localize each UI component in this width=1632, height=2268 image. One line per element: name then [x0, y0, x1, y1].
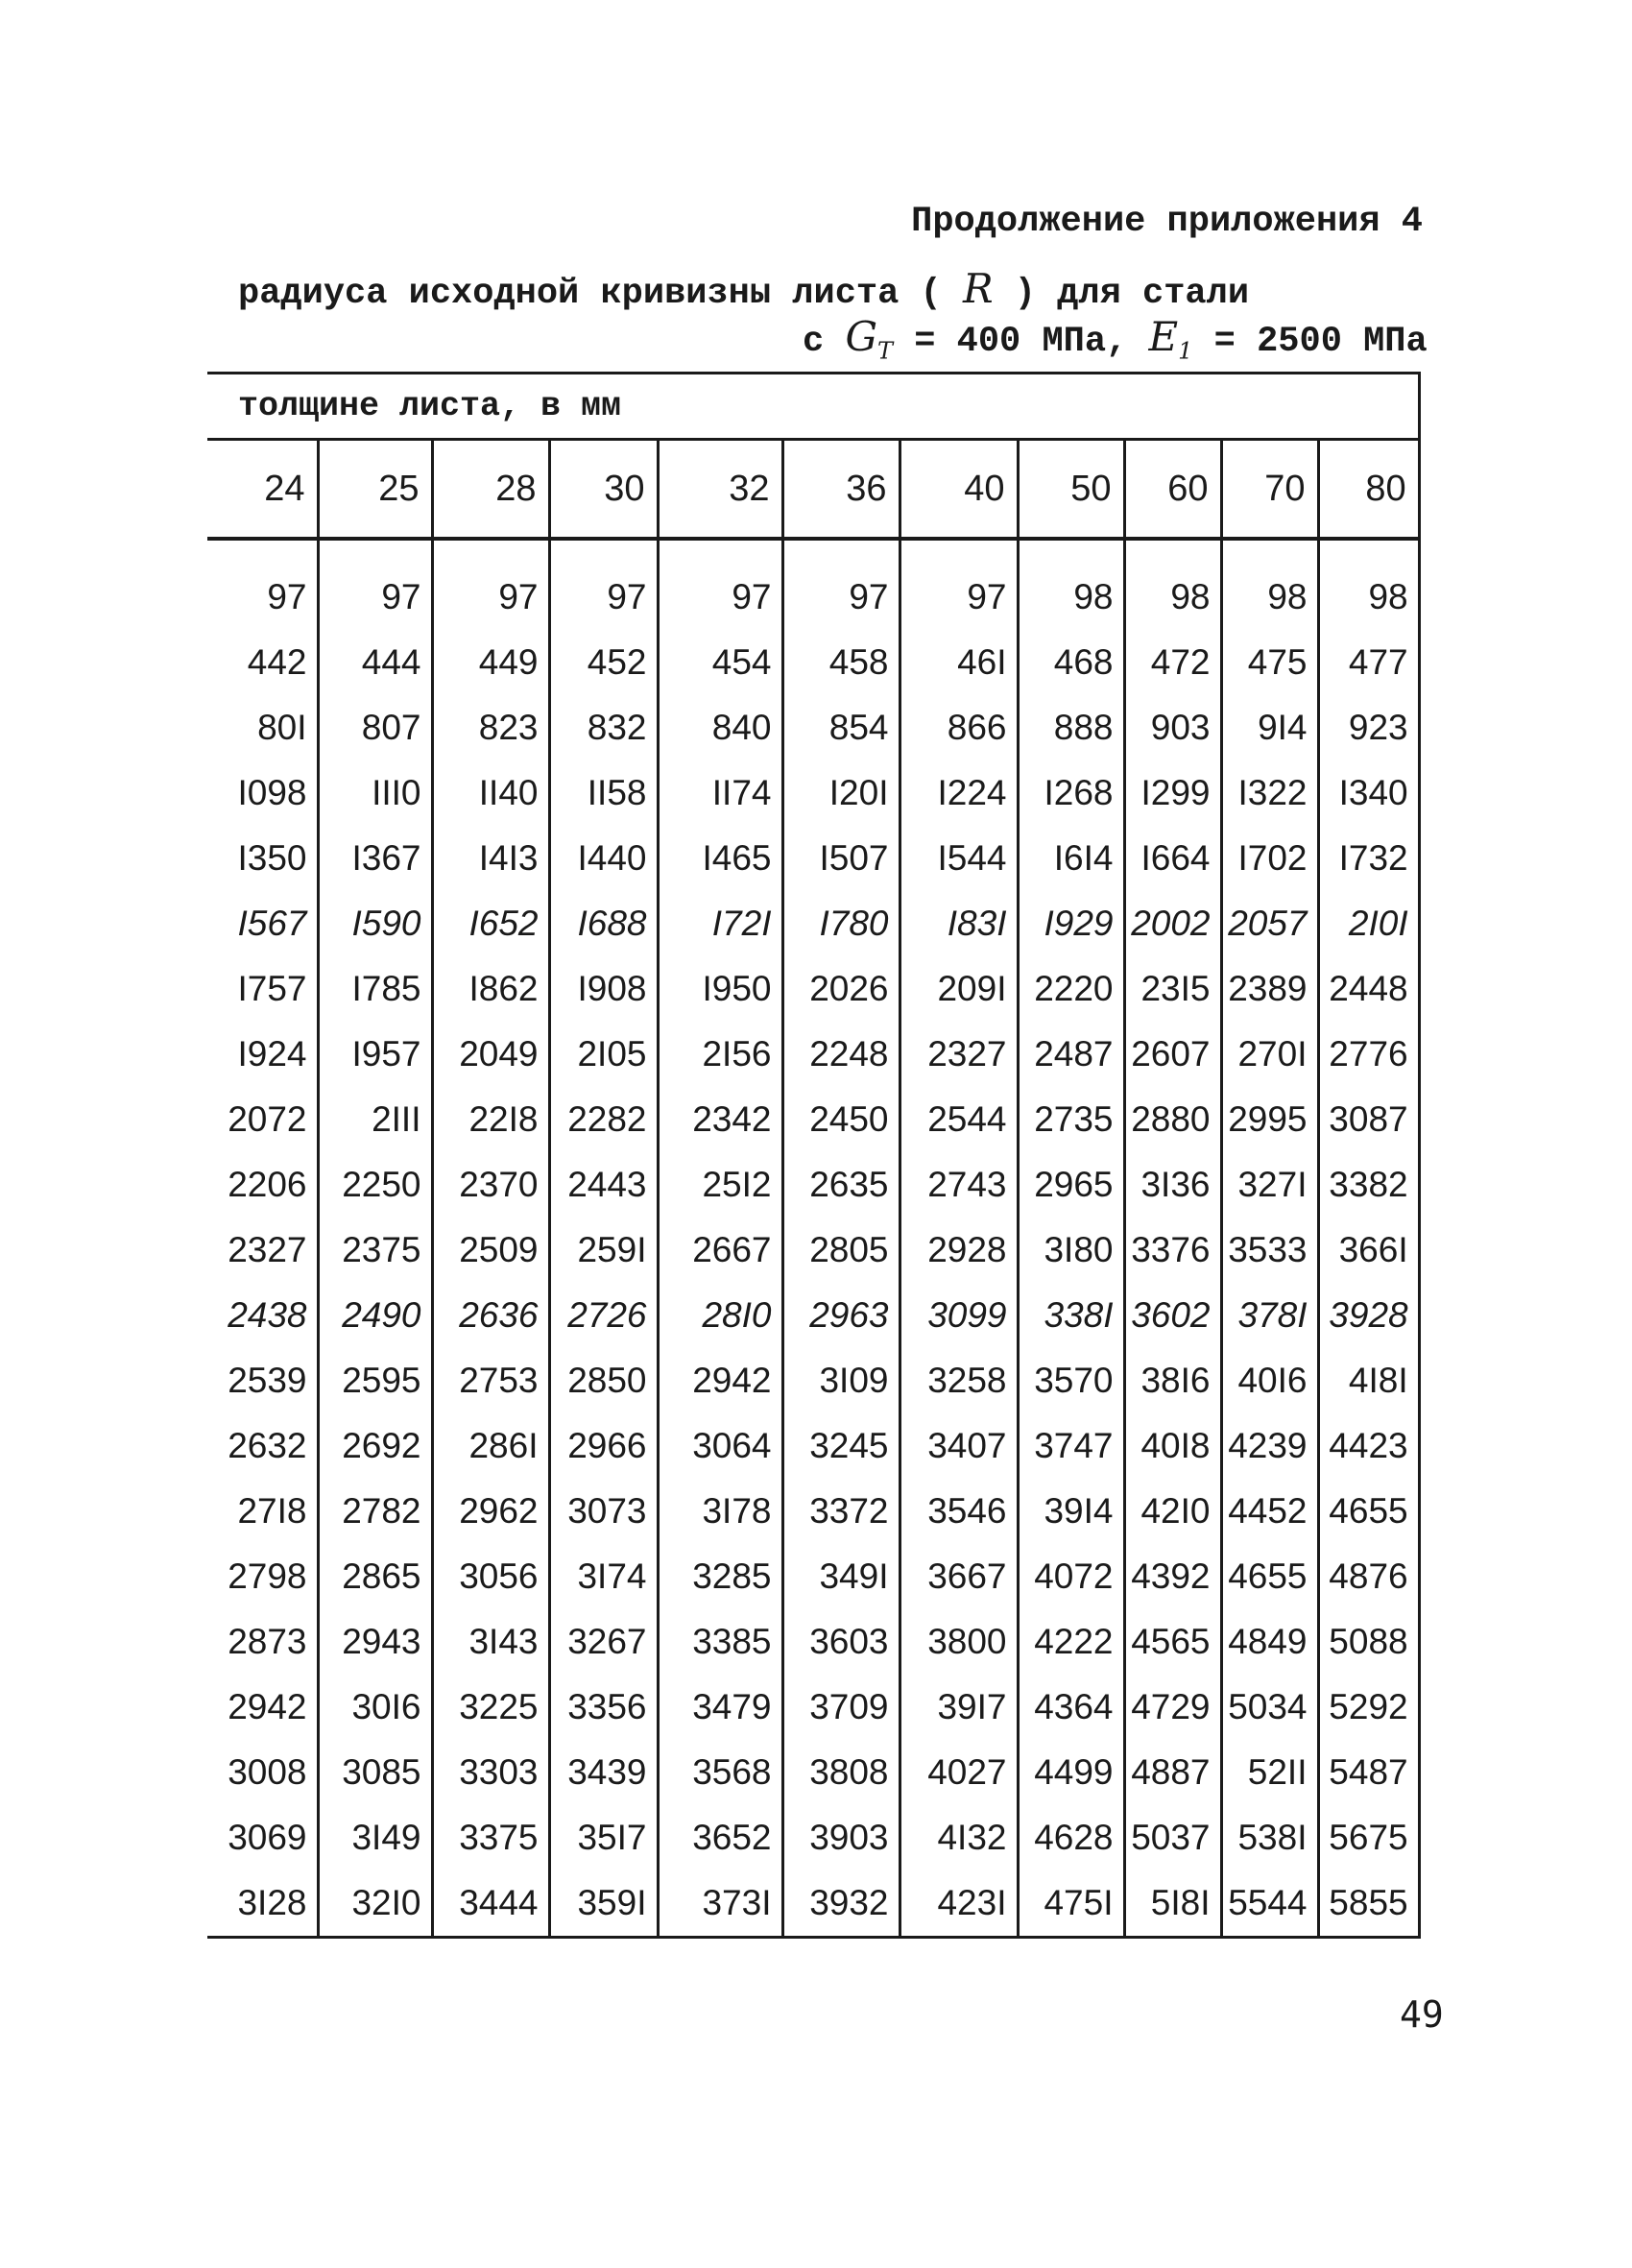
table-cell: 3928: [1318, 1283, 1419, 1348]
table-cell: 2I05: [549, 1022, 658, 1087]
table-cell: I350: [207, 826, 318, 891]
table-cell: 3652: [658, 1805, 782, 1870]
table-cell: I224: [900, 760, 1018, 826]
table-cell: I340: [1318, 760, 1419, 826]
table-cell: II40: [432, 760, 549, 826]
table-cell: 97: [207, 539, 318, 630]
table-row: [207, 1348, 1419, 1413]
table-cell: 28I0: [658, 1283, 782, 1348]
table-cell: 3064: [658, 1413, 782, 1479]
caption-row: [207, 374, 1419, 440]
table-cell: 5855: [1318, 1870, 1419, 1938]
table-row: [207, 1152, 1419, 1218]
table-cell: 3I43: [432, 1609, 549, 1675]
table-cell: 2850: [549, 1348, 658, 1413]
table-cell: 38I6: [1124, 1348, 1221, 1413]
table-row: [207, 630, 1419, 695]
table-cell: 3444: [432, 1870, 549, 1938]
table-cell: 823: [432, 695, 549, 760]
table-cell: 2509: [432, 1218, 549, 1283]
table-cell: 373I: [658, 1870, 782, 1938]
table-row: [207, 1087, 1419, 1152]
table-cell: 3603: [782, 1609, 900, 1675]
table-cell: 3I36: [1124, 1152, 1221, 1218]
table-cell: 2743: [900, 1152, 1018, 1218]
table-cell: 4499: [1018, 1740, 1124, 1805]
table-cell: 3375: [432, 1805, 549, 1870]
table-cell: 444: [318, 630, 432, 695]
table-cell: 3667: [900, 1544, 1018, 1609]
table-cell: I567: [207, 891, 318, 956]
table-cell: 97: [782, 539, 900, 630]
table-cell: 538I: [1221, 1805, 1318, 1870]
table-row: [207, 1218, 1419, 1283]
table-cell: 4876: [1318, 1544, 1419, 1609]
table-cell: 4423: [1318, 1413, 1419, 1479]
table-cell: I957: [318, 1022, 432, 1087]
table-cell: 2928: [900, 1218, 1018, 1283]
column-header: 80: [1318, 440, 1419, 540]
table-row: [207, 1609, 1419, 1675]
table-cell: 4729: [1124, 1675, 1221, 1740]
table-cell: 97: [318, 539, 432, 630]
table-cell: 366I: [1318, 1218, 1419, 1283]
modulus-subscript: 1: [1178, 337, 1193, 365]
table-cell: 98: [1221, 539, 1318, 630]
table-cell: 2965: [1018, 1152, 1124, 1218]
sigma-symbol: G: [845, 313, 877, 360]
table-cell: 9I4: [1221, 695, 1318, 760]
column-header: 28: [432, 440, 549, 540]
table-cell: 4392: [1124, 1544, 1221, 1609]
table-cell: I367: [318, 826, 432, 891]
table-cell: 2753: [432, 1348, 549, 1413]
table-cell: 3056: [432, 1544, 549, 1609]
table-cell: 2220: [1018, 956, 1124, 1022]
table-cell: 3747: [1018, 1413, 1124, 1479]
table-cell: 458: [782, 630, 900, 695]
table-cell: 286I: [432, 1413, 549, 1479]
table-cell: 2III: [318, 1087, 432, 1152]
table-cell: 2805: [782, 1218, 900, 1283]
title-text-start: радиуса исходной кривизны листа (: [238, 274, 942, 314]
table-cell: I590: [318, 891, 432, 956]
table-cell: 2942: [207, 1675, 318, 1740]
table-cell: I6I4: [1018, 826, 1124, 891]
table-cell: 888: [1018, 695, 1124, 760]
table-row: [207, 1544, 1419, 1609]
table-cell: 5088: [1318, 1609, 1419, 1675]
table-row: [207, 891, 1419, 956]
table-cell: 2002: [1124, 891, 1221, 956]
table-cell: 97: [900, 539, 1018, 630]
table-cell: 2632: [207, 1413, 318, 1479]
table-cell: 2798: [207, 1544, 318, 1609]
table-row: [207, 826, 1419, 891]
table-cell: 2443: [549, 1152, 658, 1218]
table-cell: 3372: [782, 1479, 900, 1544]
table-cell: I785: [318, 956, 432, 1022]
table-cell: 2692: [318, 1413, 432, 1479]
table-cell: I688: [549, 891, 658, 956]
table-cell: 2I0I: [1318, 891, 1419, 956]
table-cell: 3087: [1318, 1087, 1419, 1152]
column-header: 60: [1124, 440, 1221, 540]
table-cell: 2782: [318, 1479, 432, 1544]
table-row: [207, 1675, 1419, 1740]
table-cell: 472: [1124, 630, 1221, 695]
table-row: [207, 1479, 1419, 1544]
table-cell: 4655: [1318, 1479, 1419, 1544]
table-cell: I544: [900, 826, 1018, 891]
table-cell: 3602: [1124, 1283, 1221, 1348]
table-cell: 4655: [1221, 1544, 1318, 1609]
table-cell: 2607: [1124, 1022, 1221, 1087]
table-cell: 2962: [432, 1479, 549, 1544]
table-cell: 2026: [782, 956, 900, 1022]
table-cell: 442: [207, 630, 318, 695]
table-title-line-1: [238, 265, 1249, 314]
table-row: [207, 956, 1419, 1022]
column-header: 50: [1018, 440, 1124, 540]
table-cell: 42I0: [1124, 1479, 1221, 1544]
table-cell: 3267: [549, 1609, 658, 1675]
table-cell: 2667: [658, 1218, 782, 1283]
table-cell: 2072: [207, 1087, 318, 1152]
table-cell: I4I3: [432, 826, 549, 891]
table-cell: 2389: [1221, 956, 1318, 1022]
table-cell: 2776: [1318, 1022, 1419, 1087]
table-cell: 3073: [549, 1479, 658, 1544]
table-cell: 40I8: [1124, 1413, 1221, 1479]
table-cell: 3069: [207, 1805, 318, 1870]
table-cell: 2963: [782, 1283, 900, 1348]
table-cell: 97: [549, 539, 658, 630]
table-cell: 5037: [1124, 1805, 1221, 1870]
table-cell: I924: [207, 1022, 318, 1087]
table-cell: 3385: [658, 1609, 782, 1675]
table-cell: 46I: [900, 630, 1018, 695]
table-cell: I929: [1018, 891, 1124, 956]
table-cell: 3439: [549, 1740, 658, 1805]
table-cell: I268: [1018, 760, 1124, 826]
title-prefix: с: [803, 322, 825, 362]
table-cell: 22I8: [432, 1087, 549, 1152]
title-text-end: ) для стали: [1014, 274, 1250, 314]
table-cell: 5034: [1221, 1675, 1318, 1740]
table-cell: 209I: [900, 956, 1018, 1022]
table-cell: 378I: [1221, 1283, 1318, 1348]
table-cell: 3I28: [207, 1870, 318, 1938]
table-cell: 2880: [1124, 1087, 1221, 1152]
table-cell: I664: [1124, 826, 1221, 891]
table-cell: 807: [318, 695, 432, 760]
table-cell: I507: [782, 826, 900, 891]
table-cell: 923: [1318, 695, 1419, 760]
column-header: 25: [318, 440, 432, 540]
table-cell: 3709: [782, 1675, 900, 1740]
table-cell: 3099: [900, 1283, 1018, 1348]
table-cell: 3I49: [318, 1805, 432, 1870]
table-cell: I098: [207, 760, 318, 826]
column-header: 40: [900, 440, 1018, 540]
table-cell: 2206: [207, 1152, 318, 1218]
table-cell: 903: [1124, 695, 1221, 760]
table-cell: 454: [658, 630, 782, 695]
table-row: [207, 539, 1419, 630]
table-cell: 2635: [782, 1152, 900, 1218]
table-cell: 477: [1318, 630, 1419, 695]
table-cell: 3932: [782, 1870, 900, 1938]
table-cell: 3I78: [658, 1479, 782, 1544]
table-cell: 25I2: [658, 1152, 782, 1218]
table-cell: 3568: [658, 1740, 782, 1805]
table-cell: 2636: [432, 1283, 549, 1348]
table-cell: 3382: [1318, 1152, 1419, 1218]
table-cell: 4I32: [900, 1805, 1018, 1870]
table-cell: 452: [549, 630, 658, 695]
table-cell: 449: [432, 630, 549, 695]
table-cell: 423I: [900, 1870, 1018, 1938]
modulus-value: = 2500 МПа: [1213, 322, 1428, 362]
table-cell: 98: [1318, 539, 1419, 630]
page-number: 49: [1400, 1993, 1444, 2036]
table-row: [207, 1870, 1419, 1938]
table-cell: 4072: [1018, 1544, 1124, 1609]
table-cell: 2057: [1221, 891, 1318, 956]
table-cell: 98: [1124, 539, 1221, 630]
table-cell: II58: [549, 760, 658, 826]
table-cell: 4364: [1018, 1675, 1124, 1740]
table-cell: 2I56: [658, 1022, 782, 1087]
sigma-value: = 400 МПа,: [914, 322, 1128, 362]
table-cell: 4452: [1221, 1479, 1318, 1544]
table-row: [207, 1022, 1419, 1087]
table-cell: 338I: [1018, 1283, 1124, 1348]
table-cell: I702: [1221, 826, 1318, 891]
table-title-line-2: [803, 313, 1428, 364]
table-cell: 98: [1018, 539, 1124, 630]
table-cell: 4222: [1018, 1609, 1124, 1675]
table-cell: I465: [658, 826, 782, 891]
table-cell: 4849: [1221, 1609, 1318, 1675]
table-cell: 3085: [318, 1740, 432, 1805]
sigma-subscript: T: [877, 337, 894, 365]
table-cell: 2342: [658, 1087, 782, 1152]
table-cell: 259I: [549, 1218, 658, 1283]
table-cell: 52II: [1221, 1740, 1318, 1805]
table-cell: 40I6: [1221, 1348, 1318, 1413]
table-cell: 2450: [782, 1087, 900, 1152]
table-cell: 2375: [318, 1218, 432, 1283]
table-cell: I780: [782, 891, 900, 956]
radius-symbol: R: [962, 265, 994, 312]
table-cell: 3479: [658, 1675, 782, 1740]
modulus-symbol: E: [1148, 313, 1179, 360]
table-cell: 4239: [1221, 1413, 1318, 1479]
table-cell: 97: [432, 539, 549, 630]
table-cell: 2865: [318, 1544, 432, 1609]
table-cell: 3356: [549, 1675, 658, 1740]
table-cell: I440: [549, 826, 658, 891]
table-cell: 3533: [1221, 1218, 1318, 1283]
table-cell: 5675: [1318, 1805, 1419, 1870]
table-cell: I299: [1124, 760, 1221, 826]
table-cell: 3407: [900, 1413, 1018, 1479]
table-cell: 2490: [318, 1283, 432, 1348]
column-header: 24: [207, 440, 318, 540]
column-header: 36: [782, 440, 900, 540]
table-cell: I908: [549, 956, 658, 1022]
table-row: [207, 760, 1419, 826]
table-cell: 3808: [782, 1740, 900, 1805]
table-cell: 35I7: [549, 1805, 658, 1870]
table-row: [207, 695, 1419, 760]
radius-table: [207, 372, 1421, 1939]
table-cell: 2487: [1018, 1022, 1124, 1087]
table-cell: 39I7: [900, 1675, 1018, 1740]
table-cell: 3I74: [549, 1544, 658, 1609]
table-cell: 2370: [432, 1152, 549, 1218]
table-cell: 2539: [207, 1348, 318, 1413]
table-cell: 80I: [207, 695, 318, 760]
table-cell: 2942: [658, 1348, 782, 1413]
table-cell: 3245: [782, 1413, 900, 1479]
table-row: [207, 1740, 1419, 1805]
column-header: 32: [658, 440, 782, 540]
table-cell: 4I8I: [1318, 1348, 1419, 1413]
table-cell: 5I8I: [1124, 1870, 1221, 1938]
table-cell: 4027: [900, 1740, 1018, 1805]
table-cell: 468: [1018, 630, 1124, 695]
table-cell: 5487: [1318, 1740, 1419, 1805]
table-cell: 475I: [1018, 1870, 1124, 1938]
table-cell: 3903: [782, 1805, 900, 1870]
table-cell: I83I: [900, 891, 1018, 956]
table-cell: 4565: [1124, 1609, 1221, 1675]
table-cell: II74: [658, 760, 782, 826]
table-cell: I72I: [658, 891, 782, 956]
table-cell: 32I0: [318, 1870, 432, 1938]
table-cell: I757: [207, 956, 318, 1022]
header-row: [207, 440, 1419, 540]
table-cell: 2250: [318, 1152, 432, 1218]
table-cell: 4628: [1018, 1805, 1124, 1870]
table-cell: 3376: [1124, 1218, 1221, 1283]
table-cell: 2327: [900, 1022, 1018, 1087]
table-cell: 359I: [549, 1870, 658, 1938]
table-cell: 30I6: [318, 1675, 432, 1740]
table-cell: 2726: [549, 1283, 658, 1348]
table-cell: 2448: [1318, 956, 1419, 1022]
table-cell: 2943: [318, 1609, 432, 1675]
table-cell: I732: [1318, 826, 1419, 891]
table-cell: I950: [658, 956, 782, 1022]
table-cell: 3008: [207, 1740, 318, 1805]
table-cell: 2873: [207, 1609, 318, 1675]
table-cell: I862: [432, 956, 549, 1022]
table-cell: 854: [782, 695, 900, 760]
table-cell: I20I: [782, 760, 900, 826]
table-cell: 3570: [1018, 1348, 1124, 1413]
table-cell: 5544: [1221, 1870, 1318, 1938]
column-header: 30: [549, 440, 658, 540]
table-cell: 3258: [900, 1348, 1018, 1413]
table-cell: 23I5: [1124, 956, 1221, 1022]
table-cell: 475: [1221, 630, 1318, 695]
table-cell: 840: [658, 695, 782, 760]
table-cell: 866: [900, 695, 1018, 760]
table-cell: 3I09: [782, 1348, 900, 1413]
table-cell: 2049: [432, 1022, 549, 1087]
table-cell: 2735: [1018, 1087, 1124, 1152]
table-row: [207, 1413, 1419, 1479]
continuation-heading: Продолжение приложения 4: [911, 202, 1423, 242]
table-cell: 2248: [782, 1022, 900, 1087]
table-cell: 2995: [1221, 1087, 1318, 1152]
table-cell: 349I: [782, 1544, 900, 1609]
column-header: 70: [1221, 440, 1318, 540]
table-cell: I652: [432, 891, 549, 956]
table-cell: 2595: [318, 1348, 432, 1413]
table-cell: 3I80: [1018, 1218, 1124, 1283]
table-cell: 832: [549, 695, 658, 760]
table-caption: толщине листа, в мм: [207, 374, 1419, 440]
table-cell: 2966: [549, 1413, 658, 1479]
table-cell: 2327: [207, 1218, 318, 1283]
table-cell: 2438: [207, 1283, 318, 1348]
table-cell: III0: [318, 760, 432, 826]
table-cell: 5292: [1318, 1675, 1419, 1740]
table-cell: 3285: [658, 1544, 782, 1609]
table-cell: 2544: [900, 1087, 1018, 1152]
table-body: [207, 374, 1419, 1938]
table-cell: 2282: [549, 1087, 658, 1152]
table-cell: 3303: [432, 1740, 549, 1805]
table-cell: 3800: [900, 1609, 1018, 1675]
table-cell: 3546: [900, 1479, 1018, 1544]
table-row: [207, 1283, 1419, 1348]
table-row: [207, 1805, 1419, 1870]
table-cell: 97: [658, 539, 782, 630]
table-cell: 27I8: [207, 1479, 318, 1544]
table-cell: 327I: [1221, 1152, 1318, 1218]
table-cell: 39I4: [1018, 1479, 1124, 1544]
table-cell: 4887: [1124, 1740, 1221, 1805]
table-cell: 3225: [432, 1675, 549, 1740]
table-cell: I322: [1221, 760, 1318, 826]
table-cell: 270I: [1221, 1022, 1318, 1087]
